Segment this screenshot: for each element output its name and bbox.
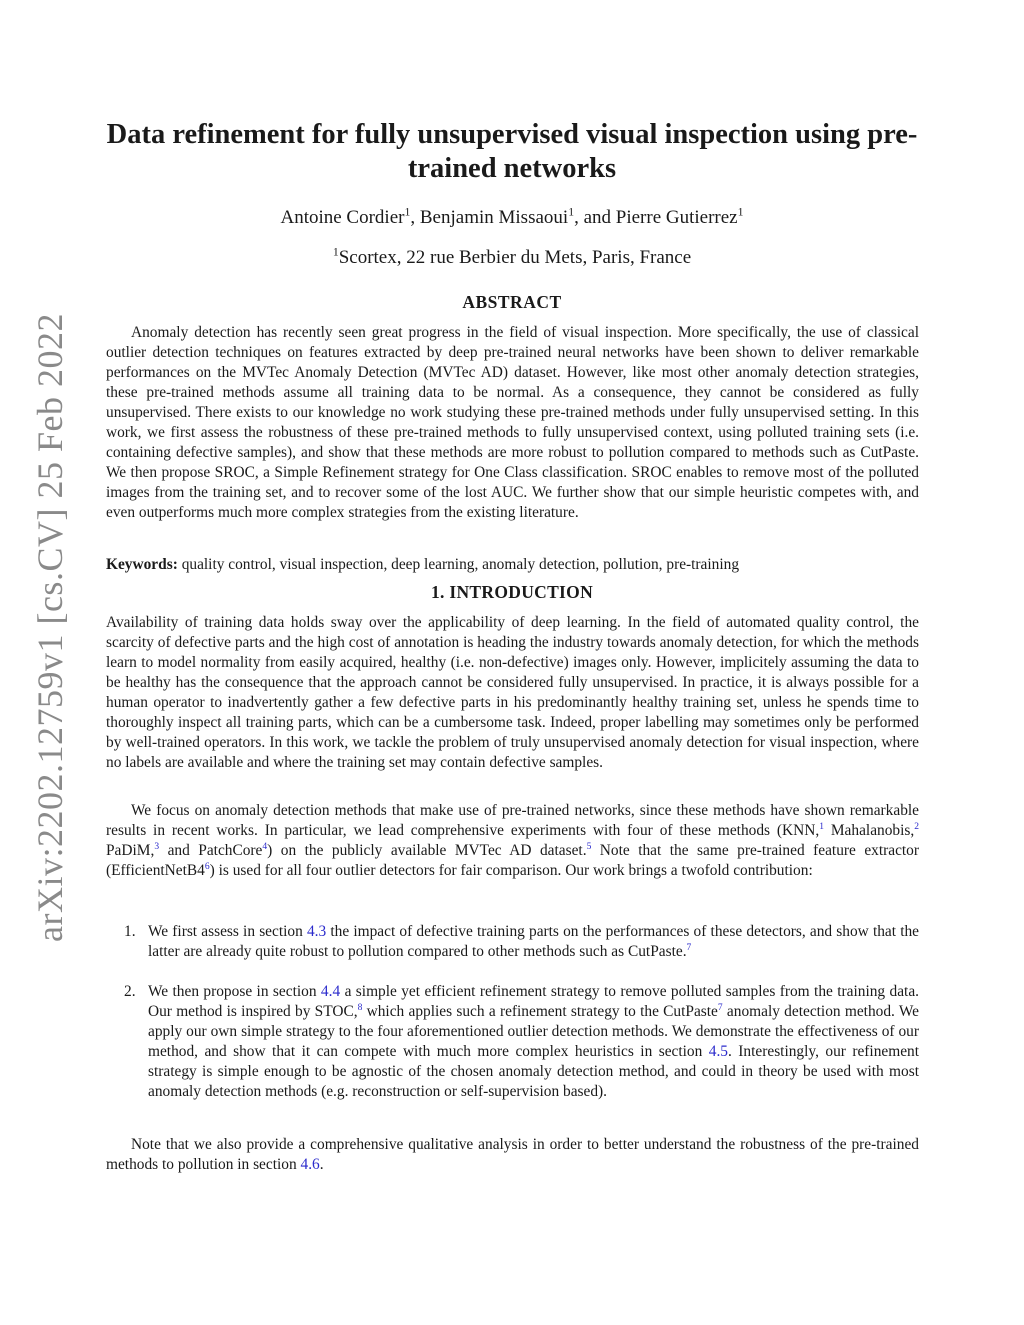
paper-title: Data refinement for fully unsupervised visual inspection using pre-trained networks <box>106 119 918 184</box>
list-number: 1. <box>124 923 136 940</box>
affiliation-mark: 1 <box>568 205 575 219</box>
section-link[interactable]: 4.4 <box>320 983 341 1000</box>
citation-link[interactable]: 7 <box>717 1001 723 1013</box>
citation-link[interactable]: 7 <box>686 941 692 953</box>
text-run: ) is used for all four outlier detectors for fair comparison. Our work brings a twofold contribution: <box>209 862 813 879</box>
text-run: and PatchCore <box>159 842 263 859</box>
contribution-list <box>106 922 919 1122</box>
author: Pierre Gutierrez <box>615 207 738 228</box>
text-run: PaDiM, <box>106 842 155 859</box>
author-separator: , <box>410 207 420 228</box>
text-run: . <box>319 1156 324 1173</box>
text-run: We focus on anomaly detection methods that make use of pre-trained networks, since these methods have shown remarkable results in recent works. In particular, we lead comprehensive experiments with four of these methods (KNN, <box>106 802 919 839</box>
author: Benjamin Missaoui <box>419 207 569 228</box>
text-run: Mahalanobis, <box>824 822 915 839</box>
list-number: 2. <box>124 983 136 1000</box>
text-run: ) on the publicly available MVTec AD dataset. <box>267 842 587 859</box>
intro-paragraph-2 <box>106 801 919 881</box>
affiliation-mark: 1 <box>737 205 744 219</box>
keywords-label: Keywords: <box>106 556 178 573</box>
arxiv-identifier-margin <box>28 313 72 942</box>
citation-link[interactable]: 2 <box>914 820 919 832</box>
affiliation <box>80 246 944 270</box>
citation-link[interactable]: 4 <box>262 840 268 852</box>
citation-link[interactable]: 3 <box>154 840 160 852</box>
author: Antoine Cordier <box>280 207 405 228</box>
text-run: We then propose in section <box>148 983 321 1000</box>
list-item <box>106 922 919 962</box>
keywords <box>106 555 919 575</box>
arxiv-identifier[interactable]: arXiv:2202.12759v1 [cs.CV] 25 Feb 2022 <box>30 313 70 942</box>
text-run: a simple yet efficient refinement strategy to remove polluted samples from the training data. Our method is inspired by STOC, <box>148 983 920 1020</box>
section-heading-introduction: 1. INTRODUCTION <box>430 582 594 602</box>
keywords-text: quality control, visual inspection, deep learning, anomaly detection, pollution, pre-training <box>181 556 740 573</box>
author-list <box>80 206 944 230</box>
text-run: anomaly detection method. We apply our own simple strategy to the four aforementioned outlier detection methods. We demonstrate the effectiveness of our method, and show that it can compete with much more complex heuristics in section <box>148 1003 919 1060</box>
abstract-heading: ABSTRACT <box>462 292 562 312</box>
intro-paragraph-1: Availability of training data holds sway over the applicability of deep learning. In the field of automated quality control, the scarcity of defective parts and the high cost of annotation is heading the industry towards anomaly detection, for which the methods learn to model normality from easily acquired, healthy (i.e. non-defective) images only. However, implicitely assuming the data to be healthy has the consequence that the approach cannot be considered fully unsupervised. In practice, it is always possible for a human operator to inadvertently gather a few defective parts in his predominantly healthy training set, unless he spends time to thoroughly inspect all training parts, which can be a cumbersome task. Indeed, proper labelling may sometimes only be performed by well-trained operators. In this work, we tackle the problem of truly unsupervised anomaly detection for visual inspection, where no labels are available and where the training set may contain defective samples. <box>106 614 919 771</box>
list-item <box>106 982 919 1102</box>
section-link[interactable]: 4.5 <box>708 1043 729 1060</box>
section-link[interactable]: 4.3 <box>306 923 327 940</box>
citation-link[interactable]: 5 <box>586 840 592 852</box>
citation-link[interactable]: 1 <box>819 820 824 832</box>
affiliation-mark: 1 <box>332 245 339 259</box>
affiliation-text: Scortex, 22 rue Berbier du Mets, Paris, France <box>338 247 692 268</box>
text-run: Note that the same pre-trained feature extractor (EfficientNetB4 <box>106 842 920 879</box>
abstract-text: Anomaly detection has recently seen great progress in the field of visual inspection. More specifically, the use of classical outlier detection techniques on features extracted by deep pre-trained neural networks have been shown to deliver remarkable performances on the MVTec Anomaly Detection (MVTec AD) dataset. However, like most other anomaly detection strategies, these pre-trained methods assume all training data to be normal. As a consequence, they cannot be considered as fully unsupervised. There exists to our knowledge no work studying these pre-trained methods under fully unsupervised setting. In this work, we first assess the robustness of these pre-trained methods to fully unsupervised context, using polluted training sets (i.e. containing defective samples), and show that these methods are more robust to pollution compared to methods such as CutPaste. We then propose SROC, a Simple Refinement strategy for One Class classification. SROC enables to remove most of the polluted images from the training set, and to recover some of the lost AUC. We further show that our simple heuristic competes with, and even outperforms much more complex strategies from the existing literature. <box>106 324 919 521</box>
intro-paragraph-3 <box>106 1135 919 1175</box>
text-run: . Interestingly, our refinement strategy is simple enough to be agnostic of the chosen anomaly detection method, and could in theory be used with most anomaly detection methods (e.g. reconstruction or self-supervision based). <box>148 1043 919 1100</box>
text-run: which applies such a refinement strategy to the CutPaste <box>362 1003 718 1020</box>
text-run: Note that we also provide a comprehensive qualitative analysis in order to better understand the robustness of the pre-trained methods to pollution in section <box>106 1136 919 1173</box>
section-link[interactable]: 4.6 <box>300 1156 320 1173</box>
author-separator: , and <box>574 207 616 228</box>
text-run: We first assess in section <box>148 923 307 940</box>
citation-link[interactable]: 8 <box>357 1001 363 1013</box>
affiliation-mark: 1 <box>404 205 411 219</box>
text-run: the impact of defective training parts on the performances of these detectors, and show that the latter are already quite robust to pollution compared to other methods such as CutPaste. <box>148 923 920 960</box>
citation-link[interactable]: 6 <box>204 860 210 872</box>
